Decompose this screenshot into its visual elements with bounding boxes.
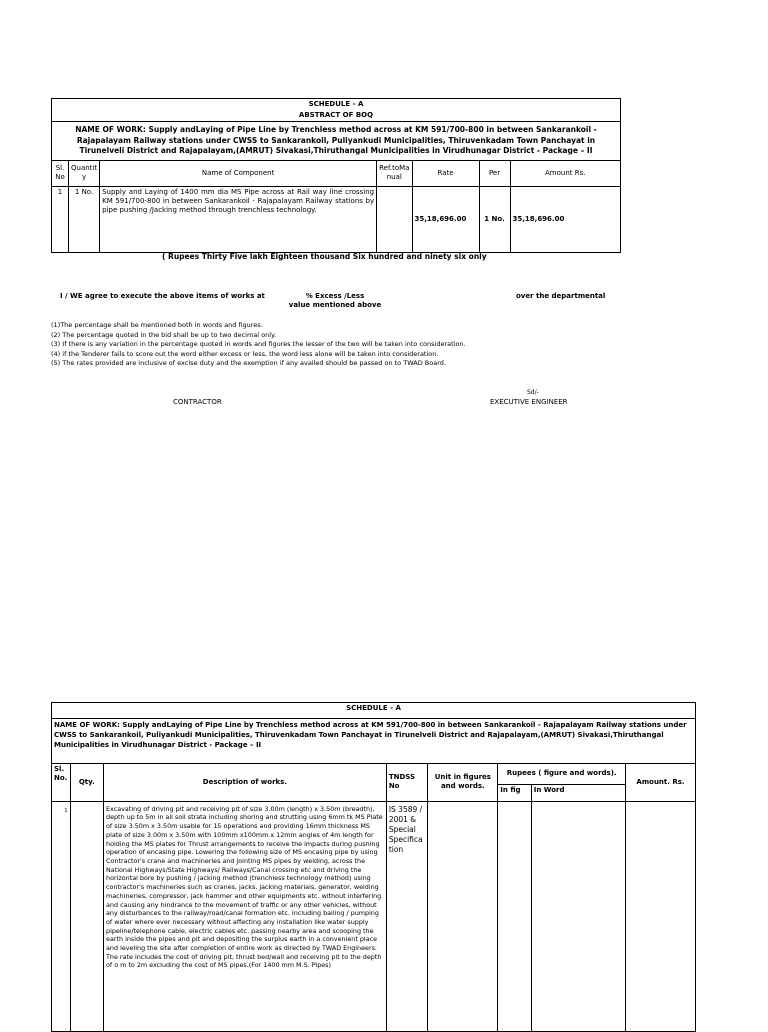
boq-abstract-table [51, 98, 621, 253]
description-rate-note: The rate includes the cost of driving pit, thrust bed/wall and receiving pit to the depth of o m to 2m excluding the cost of MS pipes.(For 1400 mm M.S. Pipes) [106, 952, 382, 970]
detail-row-qty [70, 801, 103, 1031]
detail-header-tndss: TNDSS No [386, 763, 428, 801]
name-of-work: NAME OF WORK: Supply andLaying of Pipe Line by Trenchless method across at KM 591/700-800 in between Sankarankoil - Rajapalayam Railway stations under CWSS to Sankarankoil, Puliyankudi Municipalities, Thiruvenkadam Town Panchayat in Tirunelveli District and Rajapalayam,(AMRUT) Sivakasi,Thiruthangal Municipalities in Virudhunagar District - Package – II [52, 122, 621, 161]
header-amount: Amount Rs. [510, 160, 620, 186]
excess-less-label: % Excess /Less [305, 292, 365, 300]
note-item: (2) The percentage quoted in the bid shall be up to two decimal only. [51, 330, 277, 339]
boq-subtitle: ABSTRACT OF BOQ [52, 110, 621, 122]
agreement-text-right: over the departmental [516, 292, 606, 300]
signature-sd: Sd/- [527, 389, 539, 396]
detail-header-qty: Qty. [70, 763, 103, 801]
row-quantity: 1 No. [69, 186, 100, 252]
contractor-label: CONTRACTOR [173, 398, 222, 406]
header-rate: Rate [412, 160, 479, 186]
row-sl-no: 1 [52, 186, 69, 252]
detail-header-sl-no: Sl. No. [52, 763, 71, 801]
note-item: (1)The percentage shall be mentioned both in words and figures. [51, 321, 263, 329]
row-per: 1 No. [479, 186, 510, 252]
schedule-detail-table [51, 702, 696, 1032]
amount-in-words: ( Rupees Thirty Five lakh Eighteen thousand Six hundred and ninety six only [162, 252, 487, 261]
detail-row-tndss: IS 3589 / 2001 & Special Specifica tion [386, 801, 428, 1031]
description-paragraph: Excavating of driving pit and receiving pit of size 3.00m (length) x 3.50m (breadth), depth up to 5m in all soil strata including shoring and strutting using 6mm tk MS Plate of size 3.50m x 3.50m usable for 15 operations and providing 16mm thickness MS plate of size 3.00m x 3.50m with 100mm x100mm x 12mm angles of 4m length for holding the MS plates for Thrust arrangements to receive the impacts during pushing operation of encasing pipe. Lowering the following size of MS encasing pipe by using Contractor's crane and machineries and jointing MS pipes by welding, across the National Highways/State Highways/ Railways/Canal crossing etc and driving the horizontal bore by pushing / jacking method (trenchless technology method) using contractor's machineries such as cranes, jacks, jacking materials, generator, welding machineries, compressor, jack hammer and other equipments etc. without interfering and causing any hindrance to the movement of traffic or any other vehicles, without any disturbances to the railway/road/canal formation etc. including bailing / pumping of water where ever necessary without affecting any installation like water supply pipeline/telephone cable, electric cables etc. passing nearby area and scooping the earth inside the pipes and pit and depositing the surplus earth in a convenient place and leveling the site after completion of entire work as directed by TWAD Engineers. [106, 804, 383, 953]
row-component: Supply and Laying of 1400 mm dia MS Pipe across at Rail way line crossing KM 591/700-800 in between Sankarankoil - Rajapalayam Railway stations by pipe pushing /Jacking method through trenchless technology. [100, 186, 377, 252]
detail-row-in-word [531, 801, 625, 1031]
detail-header-rupees: Rupees ( figure and words). [498, 763, 626, 784]
schedule-detail-title: SCHEDULE - A [52, 703, 696, 719]
header-ref-manual: Ref.toMa nual [377, 160, 412, 186]
row-rate: 35,18,696.00 [412, 186, 479, 252]
detail-header-in-fig: In fig [498, 784, 531, 801]
header-sl-no: Sl. No [52, 160, 69, 186]
note-item: (5) The rates provided are inclusive of excise duty and the exemption if any availed should be passed on to TWAD Board. [51, 359, 446, 367]
note-item: (4) if the Tenderer fails to score out the word either excess or less, the word less alone will be taken into consideration. [51, 349, 439, 358]
value-mentioned-label: value mentioned above [288, 301, 382, 309]
notes-list [51, 321, 611, 369]
detail-header-description: Description of works. [104, 763, 387, 801]
detail-header-in-word: In Word [531, 784, 625, 801]
detail-header-amount: Amount. Rs. [626, 763, 696, 801]
row-ref-manual [377, 186, 412, 252]
detail-row-amount [626, 801, 696, 1031]
note-item: (3) If there is any variation in the percentage quoted in words and figures the lesser of the two will be taken into consideration. [51, 340, 466, 348]
header-component: Name of Component [100, 160, 377, 186]
row-amount: 35,18,696.00 [510, 186, 620, 252]
detail-row-sl-no: 1 [52, 801, 71, 1031]
agreement-text-left: I / WE agree to execute the above items of works at [60, 292, 265, 300]
detail-row-unit [428, 801, 498, 1031]
detail-header-unit: Unit in figures and words. [428, 763, 498, 801]
detail-row-in-fig [498, 801, 531, 1031]
schedule-title: SCHEDULE - A [52, 99, 621, 111]
header-per: Per [479, 160, 510, 186]
agreement-text-middle [280, 292, 390, 310]
header-quantity: Quantit y [69, 160, 100, 186]
detail-name-of-work: NAME OF WORK: Supply andLaying of Pipe Line by Trenchless method across at KM 591/700-800 in between Sankarankoil - Rajapalayam Railway stations under CWSS to Sankarankoil, Puliyankudi Municipalities, Thiruvenkadam Town Panchayat in Tirunelveli District and Rajapalayam,(AMRUT) Sivakasi,Thiruthangal Municipalities in Virudhunagar District - Package – II [52, 719, 696, 764]
executive-engineer-label: EXECUTIVE ENGINEER [490, 398, 568, 406]
detail-row-description [104, 801, 387, 1031]
